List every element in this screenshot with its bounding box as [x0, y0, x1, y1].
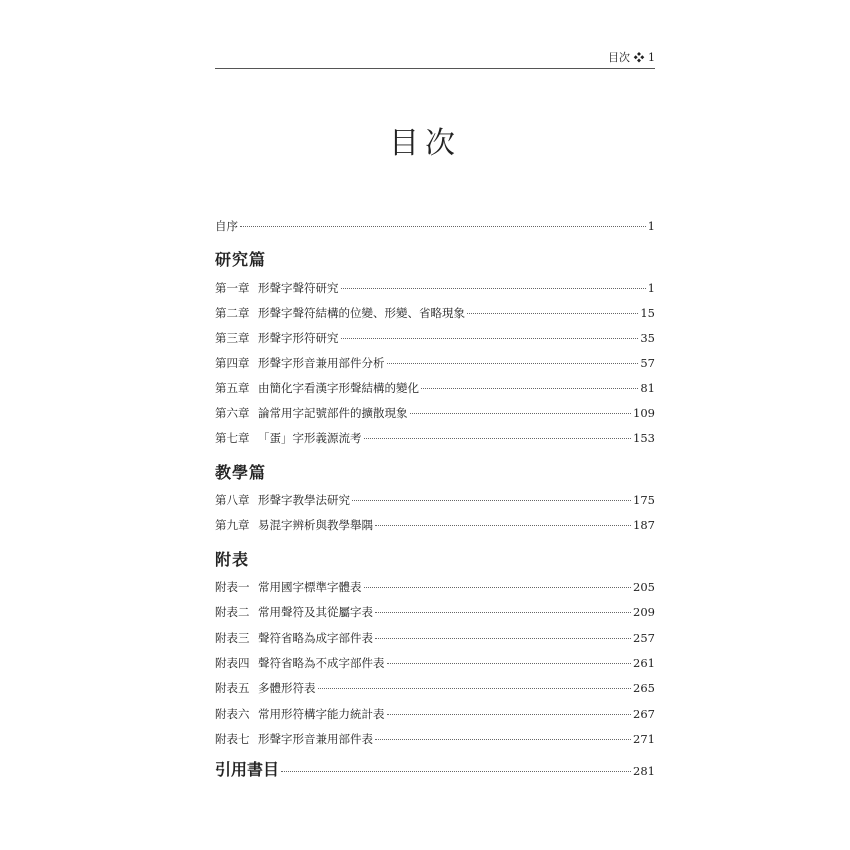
entry-label: 第七章 — [215, 431, 250, 445]
toc-entry[interactable] — [215, 579, 655, 595]
entry-page: 281 — [633, 764, 655, 778]
entry-label: 第三章 — [215, 331, 250, 345]
dot-leader — [387, 714, 632, 715]
toc-entry[interactable] — [215, 492, 655, 508]
dot-leader — [341, 288, 646, 289]
page-title: 目次 — [389, 126, 461, 161]
dot-leader — [375, 638, 631, 639]
entry-page: 153 — [633, 431, 655, 445]
running-header — [215, 50, 655, 69]
running-title: 目次 — [608, 51, 630, 64]
toc-entry[interactable] — [215, 517, 655, 533]
entry-title: 常用聲符及其從屬字表 — [258, 605, 373, 620]
section-heading: 研究篇 — [215, 250, 267, 269]
toc-entry[interactable] — [215, 630, 655, 646]
dot-leader — [240, 226, 646, 227]
entry-page: 257 — [633, 630, 655, 645]
entry-title: 聲符省略為不成字部件表 — [258, 655, 385, 670]
entry-label: 附表二 — [215, 605, 250, 620]
ornament-icon: ❖ — [633, 51, 645, 64]
entry-title: 論常用字記號部件的擴散現象 — [258, 406, 408, 420]
entry-title: 「蛋」字形義源流考 — [258, 431, 362, 445]
entry-title: 形聲字教學法研究 — [258, 493, 350, 507]
entry-title: 常用國字標準字體表 — [258, 580, 362, 594]
dot-leader — [410, 413, 632, 414]
section-heading: 教學篇 — [215, 463, 267, 482]
entry-label: 第八章 — [215, 493, 250, 507]
entry-page: 265 — [633, 681, 655, 696]
entry-label: 第一章 — [215, 281, 250, 295]
dot-leader — [467, 313, 638, 314]
entry-page: 35 — [640, 331, 655, 345]
entry-page: 205 — [633, 580, 655, 594]
entry-title: 形聲字形音兼用部件分析 — [258, 356, 385, 370]
dot-leader — [375, 612, 631, 613]
entry-label: 第九章 — [215, 518, 250, 532]
entry-page: 175 — [633, 493, 655, 507]
entry-title: 易混字辨析與教學舉隅 — [258, 518, 373, 532]
entry-title: 自序 — [215, 219, 238, 233]
entry-title: 聲符省略為成字部件表 — [258, 630, 373, 645]
dot-leader — [387, 363, 639, 364]
entry-label: 附表七 — [215, 731, 250, 746]
entry-label: 第六章 — [215, 406, 250, 420]
dot-leader — [352, 500, 631, 501]
toc-entry[interactable] — [215, 604, 655, 620]
dot-leader — [364, 438, 632, 439]
dot-leader — [341, 338, 639, 339]
entry-title: 形聲字形音兼用部件表 — [258, 731, 373, 746]
entry-label: 附表五 — [215, 681, 250, 696]
toc-entry[interactable] — [215, 380, 655, 396]
entry-page: 81 — [640, 381, 655, 395]
dot-leader — [421, 388, 638, 389]
entry-page: 15 — [640, 306, 655, 320]
entry-title: 形聲字形符研究 — [258, 331, 339, 345]
entry-label: 附表四 — [215, 655, 250, 670]
entry-title: 常用形符構字能力統計表 — [258, 706, 385, 721]
dot-leader — [387, 663, 632, 664]
toc-entry-preface[interactable] — [215, 218, 655, 234]
toc-entry[interactable] — [215, 430, 655, 446]
entry-page: 267 — [633, 706, 655, 721]
entry-title: 形聲字聲符結構的位變、形變、省略現象 — [258, 306, 465, 320]
toc-entry[interactable] — [215, 355, 655, 371]
dot-leader — [375, 525, 631, 526]
entry-page: 109 — [633, 406, 655, 420]
entry-label: 第四章 — [215, 356, 250, 370]
header-page-number: 1 — [648, 51, 655, 64]
dot-leader — [281, 771, 631, 772]
entry-page: 57 — [640, 356, 655, 370]
entry-label: 附表六 — [215, 706, 250, 721]
entry-page: 261 — [633, 655, 655, 670]
entry-title: 引用書目 — [215, 760, 280, 779]
dot-leader — [318, 688, 632, 689]
toc-entry[interactable] — [215, 305, 655, 321]
toc-entry[interactable] — [215, 330, 655, 346]
entry-page: 209 — [633, 605, 655, 620]
entry-page: 187 — [633, 518, 655, 532]
entry-label: 第二章 — [215, 306, 250, 320]
toc-entry[interactable] — [215, 405, 655, 421]
section-heading: 附表 — [215, 550, 250, 569]
entry-label: 附表三 — [215, 630, 250, 645]
toc-entry-bibliography[interactable] — [215, 760, 655, 780]
toc-entry[interactable] — [215, 731, 655, 747]
entry-title: 由簡化字看漢字形聲結構的變化 — [258, 381, 419, 395]
entry-page: 271 — [633, 731, 655, 746]
entry-label: 附表一 — [215, 580, 250, 594]
entry-page: 1 — [647, 219, 655, 233]
toc-entry[interactable] — [215, 280, 655, 296]
entry-page: 1 — [647, 281, 655, 295]
dot-leader — [364, 587, 632, 588]
toc-entry[interactable] — [215, 655, 655, 671]
entry-label: 第五章 — [215, 381, 250, 395]
dot-leader — [375, 739, 631, 740]
entry-title: 形聲字聲符研究 — [258, 281, 339, 295]
toc-entry[interactable] — [215, 680, 655, 696]
toc-entry[interactable] — [215, 706, 655, 722]
entry-title: 多體形符表 — [258, 681, 316, 696]
